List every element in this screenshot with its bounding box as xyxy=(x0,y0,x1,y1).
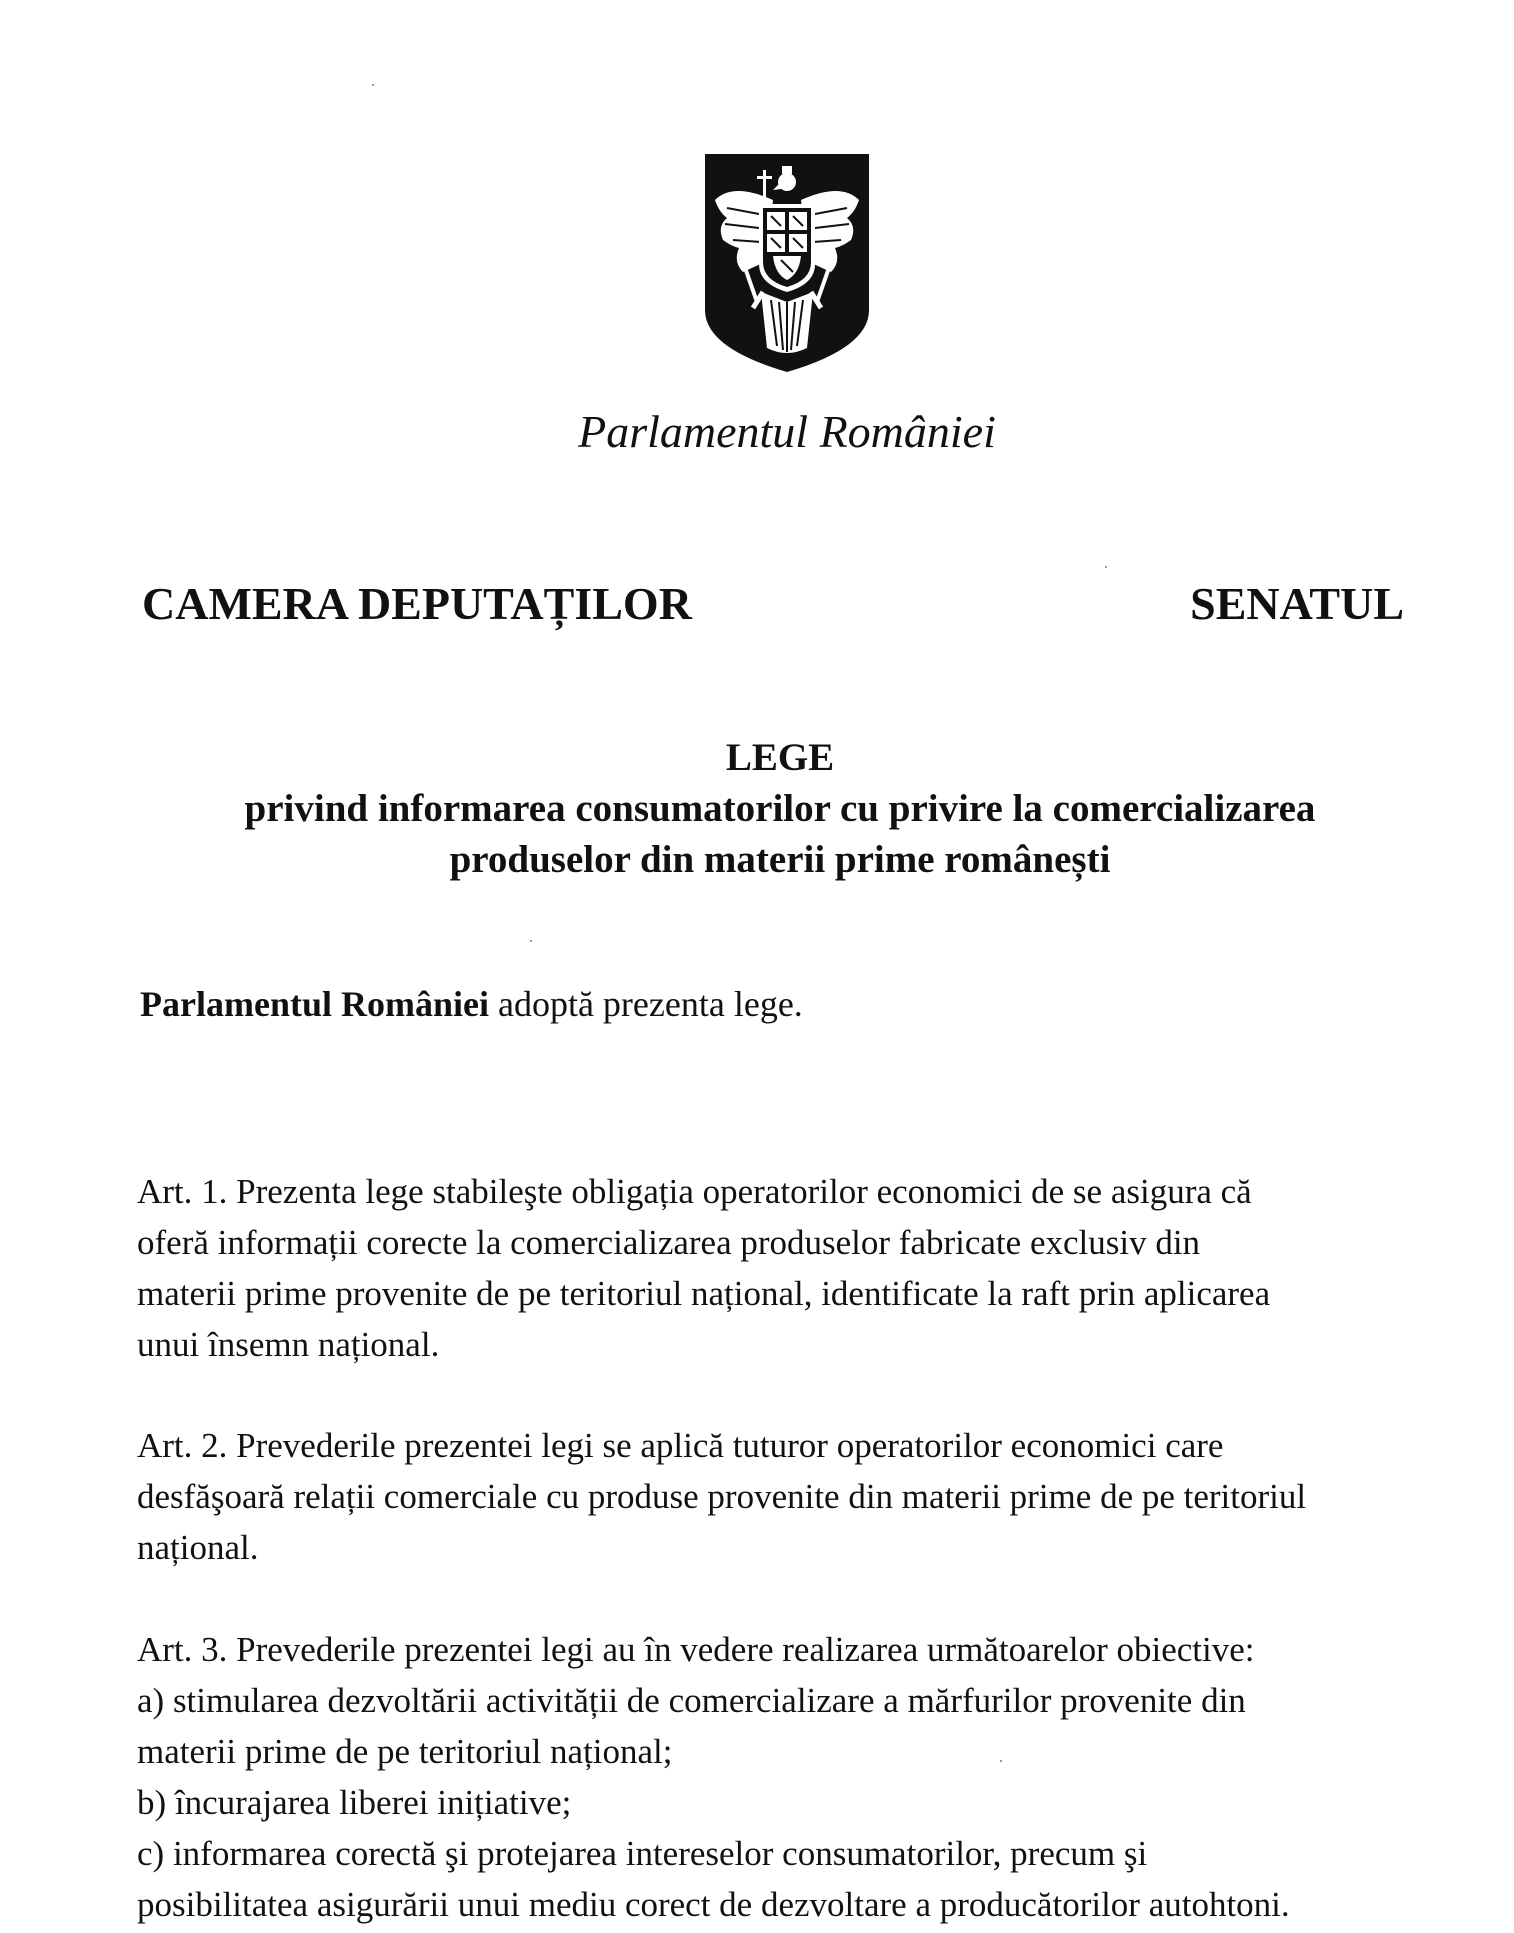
parliament-title: Parlamentul României xyxy=(578,406,996,457)
article-line: Art. 3. Prevederile prezentei legi au în vedere realizarea următoarelor obiective: xyxy=(137,1630,1255,1669)
article-3 xyxy=(137,1624,1437,1930)
article-line: materii prime provenite de pe teritoriul național, identificate la raft prin aplicarea xyxy=(137,1274,1271,1313)
article-line: materii prime de pe teritoriul național; xyxy=(137,1732,673,1771)
article-line: Art. 1. Prezenta lege stabileşte obligația operatorilor economici de se asigura că xyxy=(137,1172,1252,1211)
adoption-statement xyxy=(140,980,803,1028)
article-line: desfăşoară relații comerciale cu produse provenite din materii prime de pe teritoriul xyxy=(137,1477,1307,1516)
law-title-block xyxy=(140,732,1420,885)
adoption-rest: adoptă prezenta lege. xyxy=(488,984,803,1024)
article-line: național. xyxy=(137,1528,259,1567)
article-2 xyxy=(137,1420,1437,1573)
scan-speck xyxy=(1105,566,1107,568)
law-subject-line: produselor din materii prime românești xyxy=(449,838,1111,881)
scan-speck xyxy=(1000,1760,1002,1762)
article-line: b) încurajarea liberei inițiative; xyxy=(137,1783,572,1822)
article-line: unui însemn național. xyxy=(137,1325,440,1364)
coat-of-arms-emblem xyxy=(703,152,871,374)
adoption-subject: Parlamentul României xyxy=(140,984,489,1024)
article-line: a) stimularea dezvoltării activității de comercializare a mărfurilor provenite din xyxy=(137,1681,1246,1720)
article-line: oferă informații corecte la comercializarea produselor fabricate exclusiv din xyxy=(137,1223,1201,1262)
senate-label: SENATUL xyxy=(1190,578,1404,629)
chamber-deputies-label: CAMERA DEPUTAȚILOR xyxy=(142,578,692,629)
article-1 xyxy=(137,1166,1437,1370)
article-line: Art. 2. Prevederile prezentei legi se aplică tuturor operatorilor economici care xyxy=(137,1426,1224,1465)
law-subject-line: privind informarea consumatorilor cu privire la comercializarea xyxy=(244,787,1316,830)
article-line: posibilitatea asigurării unui mediu corect de dezvoltare a producătorilor autohtoni. xyxy=(137,1885,1290,1924)
article-line: c) informarea corectă şi protejarea intereselor consumatorilor, precum şi xyxy=(137,1834,1148,1873)
scan-speck xyxy=(372,84,374,86)
scan-speck xyxy=(530,940,532,942)
law-type: LEGE xyxy=(725,736,835,779)
